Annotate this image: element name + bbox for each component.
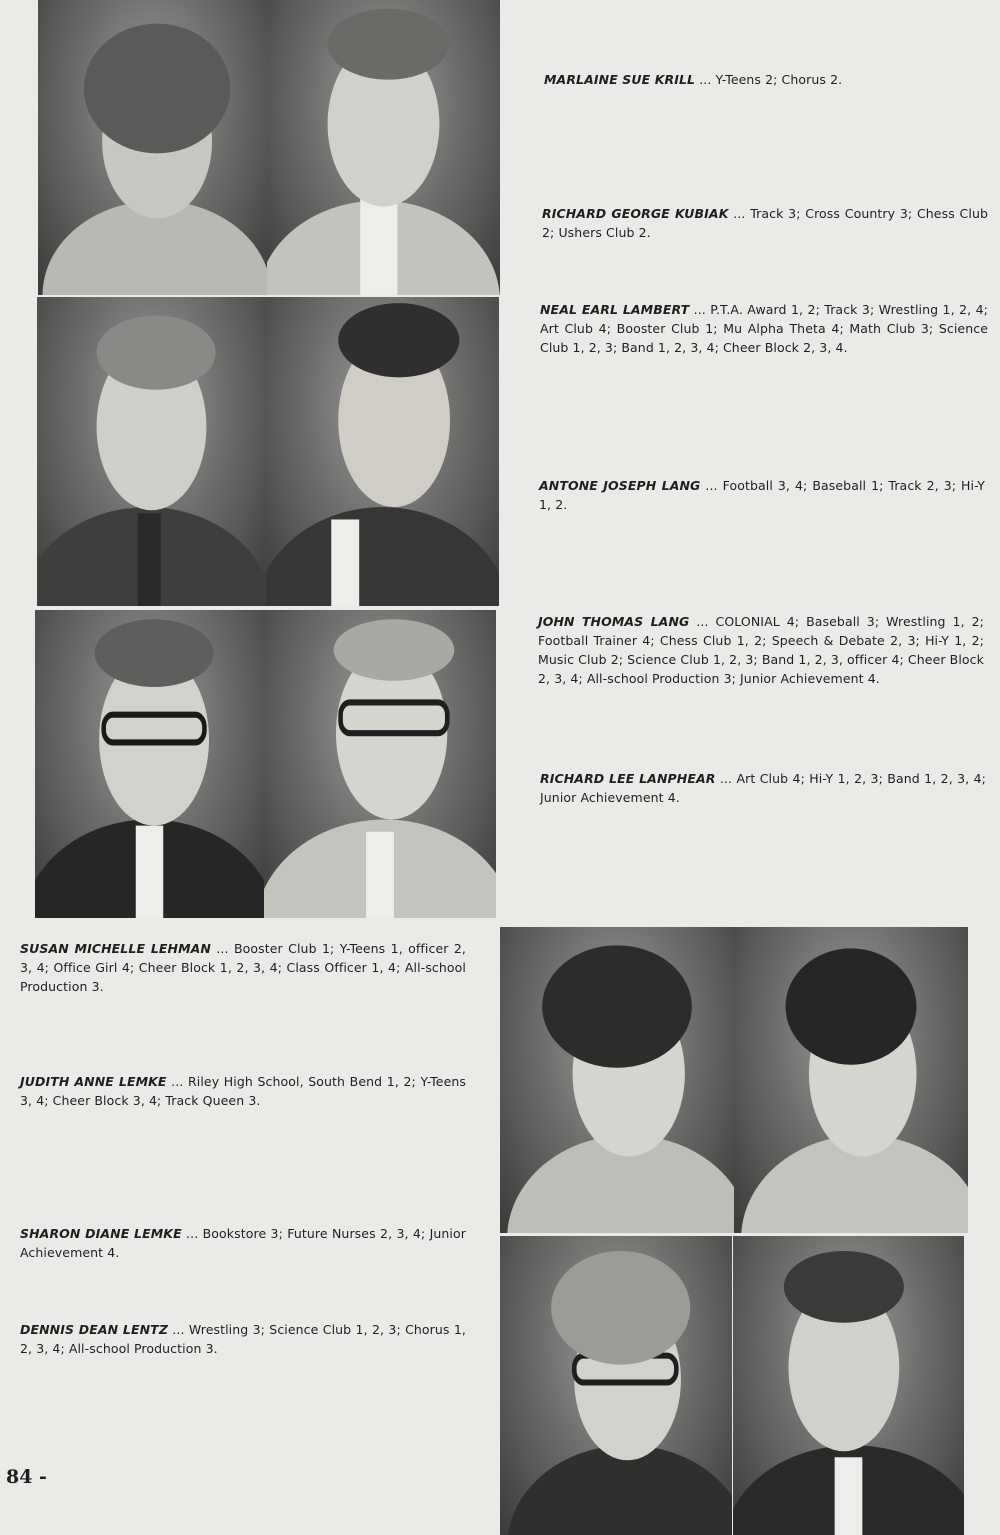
student-name: JOHN THOMAS LANG [538, 614, 690, 629]
bio-sharon-lemke: SHARON DIANE LEMKE ... Bookstore 3; Future Nurses 2, 3, 4; Junior Achievement 4. [20, 1226, 466, 1260]
student-activities: Riley High School, South Bend 1, 2; Y-Teens 3, 4; Cheer Block 3, 4; Track Queen 3. [20, 1074, 466, 1108]
portrait-richard-lanphear [264, 610, 496, 918]
portrait-antone-lang [266, 297, 499, 606]
student-activities: P.T.A. Award 1, 2; Track 3; Wrestling 1, 2, 4; Art Club 4; Booster Club 1; Mu Alpha Theta 4; Math Club 3; Science Club 1, 2, 3; Band 1, 2, 3, 4; Cheer Block 2, 3, 4. [540, 302, 988, 355]
student-activities: Bookstore 3; Future Nurses 2, 3, 4; Junior Achievement 4. [20, 1226, 466, 1260]
student-name: SUSAN MICHELLE LEHMAN [20, 941, 211, 956]
student-activities: COLONIAL 4; Baseball 3; Wrestling 1, 2; Football Trainer 4; Chess Club 1, 2; Speech & Debate 2, 3; Hi-Y 1, 2; Music Club 2; Science Club 1, 2, 3; Band 1, 2, 3, officer 4; Cheer Block 2, 3, 4; All-school Production 3; Junior Achievement 4. [538, 614, 984, 686]
student-name: MARLAINE SUE KRILL [544, 72, 696, 87]
bio-neal-lambert: NEAL EARL LAMBERT ... P.T.A. Award 1, 2; Track 3; Wrestling 1, 2, 4; Art Club 4; Booster Club 1; Mu Alpha Theta 4; Math Club 3; Science Club 1, 2, 3; Band 1, 2, 3, 4; Cheer Block 2, 3, 4. [540, 302, 988, 355]
student-name: SHARON DIANE LEMKE [20, 1226, 182, 1241]
portrait-richard-kubiak [267, 0, 500, 295]
student-name: ANTONE JOSEPH LANG [539, 478, 701, 493]
student-name: RICHARD LEE LANPHEAR [540, 771, 716, 786]
student-activities: Y-Teens 2; Chorus 2. [715, 72, 843, 87]
bio-antone-lang: ANTONE JOSEPH LANG ... Football 3, 4; Baseball 1; Track 2, 3; Hi-Y 1, 2. [539, 478, 985, 512]
bio-dennis-lentz: DENNIS DEAN LENTZ ... Wrestling 3; Science Club 1, 2, 3; Chorus 1, 2, 3, 4; All-school Production 3. [20, 1322, 466, 1356]
portrait-dennis-lentz [733, 1236, 964, 1535]
portrait-judith-lemke [734, 927, 968, 1233]
portrait-sharon-lemke [500, 1236, 732, 1535]
bio-richard-kubiak: RICHARD GEORGE KUBIAK ... Track 3; Cross Country 3; Chess Club 2; Ushers Club 2. [542, 206, 989, 240]
student-name: DENNIS DEAN LENTZ [20, 1322, 168, 1337]
bio-susan-lehman: SUSAN MICHELLE LEHMAN ... Booster Club 1; Y-Teens 1, officer 2, 3, 4; Office Girl 4; Cheer Block 1, 2, 3, 4; Class Officer 1, 4; All-school Production 3. [20, 941, 466, 994]
portrait-neal-lambert [37, 297, 266, 606]
student-activities: Art Club 4; Hi-Y 1, 2, 3; Band 1, 2, 3, 4; Junior Achievement 4. [540, 771, 986, 805]
portrait-john-lang [35, 610, 264, 918]
student-activities: Booster Club 1; Y-Teens 1, officer 2, 3, 4; Office Girl 4; Cheer Block 1, 2, 3, 4; Class Officer 1, 4; All-school Production 3. [20, 941, 466, 994]
student-activities: Football 3, 4; Baseball 1; Track 2, 3; Hi-Y 1, 2. [539, 478, 985, 512]
student-name: NEAL EARL LAMBERT [540, 302, 690, 317]
student-activities: Track 3; Cross Country 3; Chess Club 2; Ushers Club 2. [542, 206, 989, 240]
student-activities: Wrestling 3; Science Club 1, 2, 3; Chorus 1, 2, 3, 4; All-school Production 3. [20, 1322, 466, 1356]
bio-john-lang: JOHN THOMAS LANG ... COLONIAL 4; Baseball 3; Wrestling 1, 2; Football Trainer 4; Chess Club 1, 2; Speech & Debate 2, 3; Hi-Y 1, 2; Music Club 2; Science Club 1, 2, 3; Band 1, 2, 3, officer 4; Cheer Block 2, 3, 4; All-school Production 3; Junior Achievement 4. [538, 614, 984, 686]
page-number: 84 - [6, 1466, 47, 1488]
bio-judith-lemke: JUDITH ANNE LEMKE ... Riley High School, South Bend 1, 2; Y-Teens 3, 4; Cheer Block 3, 4; Track Queen 3. [20, 1074, 466, 1108]
bio-marlaine-krill: MARLAINE SUE KRILL ... Y-Teens 2; Chorus 2. [544, 72, 843, 87]
student-name: JUDITH ANNE LEMKE [20, 1074, 167, 1089]
portrait-marlaine-krill [38, 0, 267, 295]
portrait-susan-lehman [500, 927, 734, 1233]
student-name: RICHARD GEORGE KUBIAK [542, 206, 729, 221]
bio-richard-lanphear: RICHARD LEE LANPHEAR ... Art Club 4; Hi-Y 1, 2, 3; Band 1, 2, 3, 4; Junior Achievement 4. [540, 771, 986, 805]
